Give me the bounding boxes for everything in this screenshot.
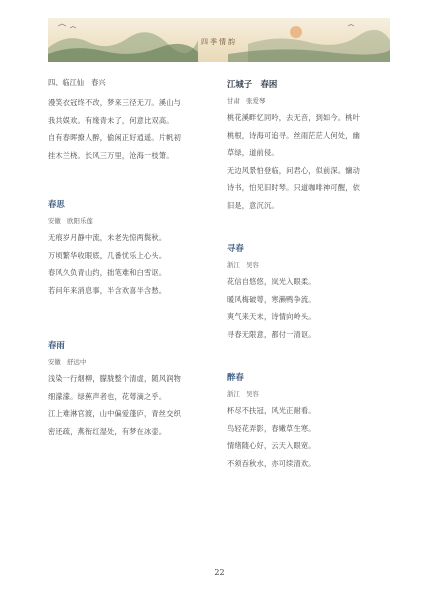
poem-line: 诗书，怕见旧时琴。只道咖啡神可醒，依 [227,183,360,192]
left-column [48,78,216,456]
banner-title: 四季情韵 [201,38,237,46]
poem-title: 春雨 [48,340,65,350]
poem-line: 密还疏，燕衔红湿处，有梦在冰壶。 [48,426,167,436]
poem-title: 寻春 [227,243,244,253]
poem-title: 江城子 春困 [227,79,278,89]
poem-line: 浅染一行烟柳，朦胧整个清虚，随风润物 [48,374,181,383]
poem-line: 鸟轻花弄影，春嫩草生寒。 [227,423,316,433]
poem-line: 江上难淋官渡，山中偏爱蓬庐，青丝交织 [48,409,181,418]
poem-line: 春风久负青山约，拙笔难和白雪讴。 [48,268,167,277]
poem-author: 甘肃 张爱琴 [227,97,266,105]
poem-title: 春思 [48,199,65,209]
poem-line: 不须吞秋水，亦可续清欢。 [227,458,316,468]
poem-author: 安徽 欧阳乐莲 [48,217,93,225]
poem-line: 自有春晖撩人醉，偷闲正好逍遥。片帆初 [48,133,181,142]
poem-line: 万顷繁华收眼底，几番忧乐上心头。 [48,250,167,260]
poem-line: 无痕岁月静中流，未老先惊两鬓秋。 [48,233,167,242]
poem-line: 花信自悠悠，岚光入眼柔。 [227,277,316,286]
poem-author: 安徽 舒远中 [48,358,87,366]
poem-title: 醉春 [227,372,244,382]
poem-line: 情绪随心好，云天入眼宽。 [227,441,316,450]
poem-line: 桃根，诗海可追寻。丝雨茫茫人何处，幽 [227,130,360,140]
poem-author: 浙江 吴容 [227,261,259,269]
poem-line: 桃花溪畔忆同吟，去无音，到如今。桃叶 [227,113,360,122]
poem-chun-si [48,198,216,299]
poem-line: 若问年来消息事，半含欢喜半含愁。 [48,285,167,295]
poem-author: 浙江 吴容 [227,390,259,398]
page-number: 22 [214,568,225,577]
poem-lin-jiang-xian [48,78,216,164]
right-column [227,78,397,488]
poem-line: 杯尽不扶冠，风光正耐看。 [227,406,316,415]
poem-line: 挂木兰桡。长风三万里，沧海一枝箫。 [48,150,174,160]
poem-jiang-cheng-zi [227,78,397,214]
poem-line: 暖风梅破萼，寒濑鸭争流。 [227,294,316,304]
poem-chun-yu [48,339,216,440]
poem-xun-chun [227,242,397,343]
poem-line: 我共娱欢。有缘青未了，何意比双高。 [48,115,174,125]
header-banner [48,18,390,62]
poem-line: 无边风景怕登临，问君心，似前深。慵动 [227,165,360,175]
poem-zui-chun [227,371,397,472]
poem-line: 细濛濛。绿蕉声者也，花萼滴之乎。 [48,391,167,401]
poem-line: 漫笑衣冠终不改，梦来三径无刀。溪山与 [48,98,181,107]
poem-line: 寻春无限意，都付一清讴。 [227,329,316,339]
poem-line: 草绿，道前侵。 [227,148,279,157]
poem-title: 四、临江仙 春兴 [48,78,106,87]
poem-line: 旧是，意沉沉。 [227,200,279,210]
poem-line: 爽气来天末，诗情向岭头。 [227,312,316,321]
